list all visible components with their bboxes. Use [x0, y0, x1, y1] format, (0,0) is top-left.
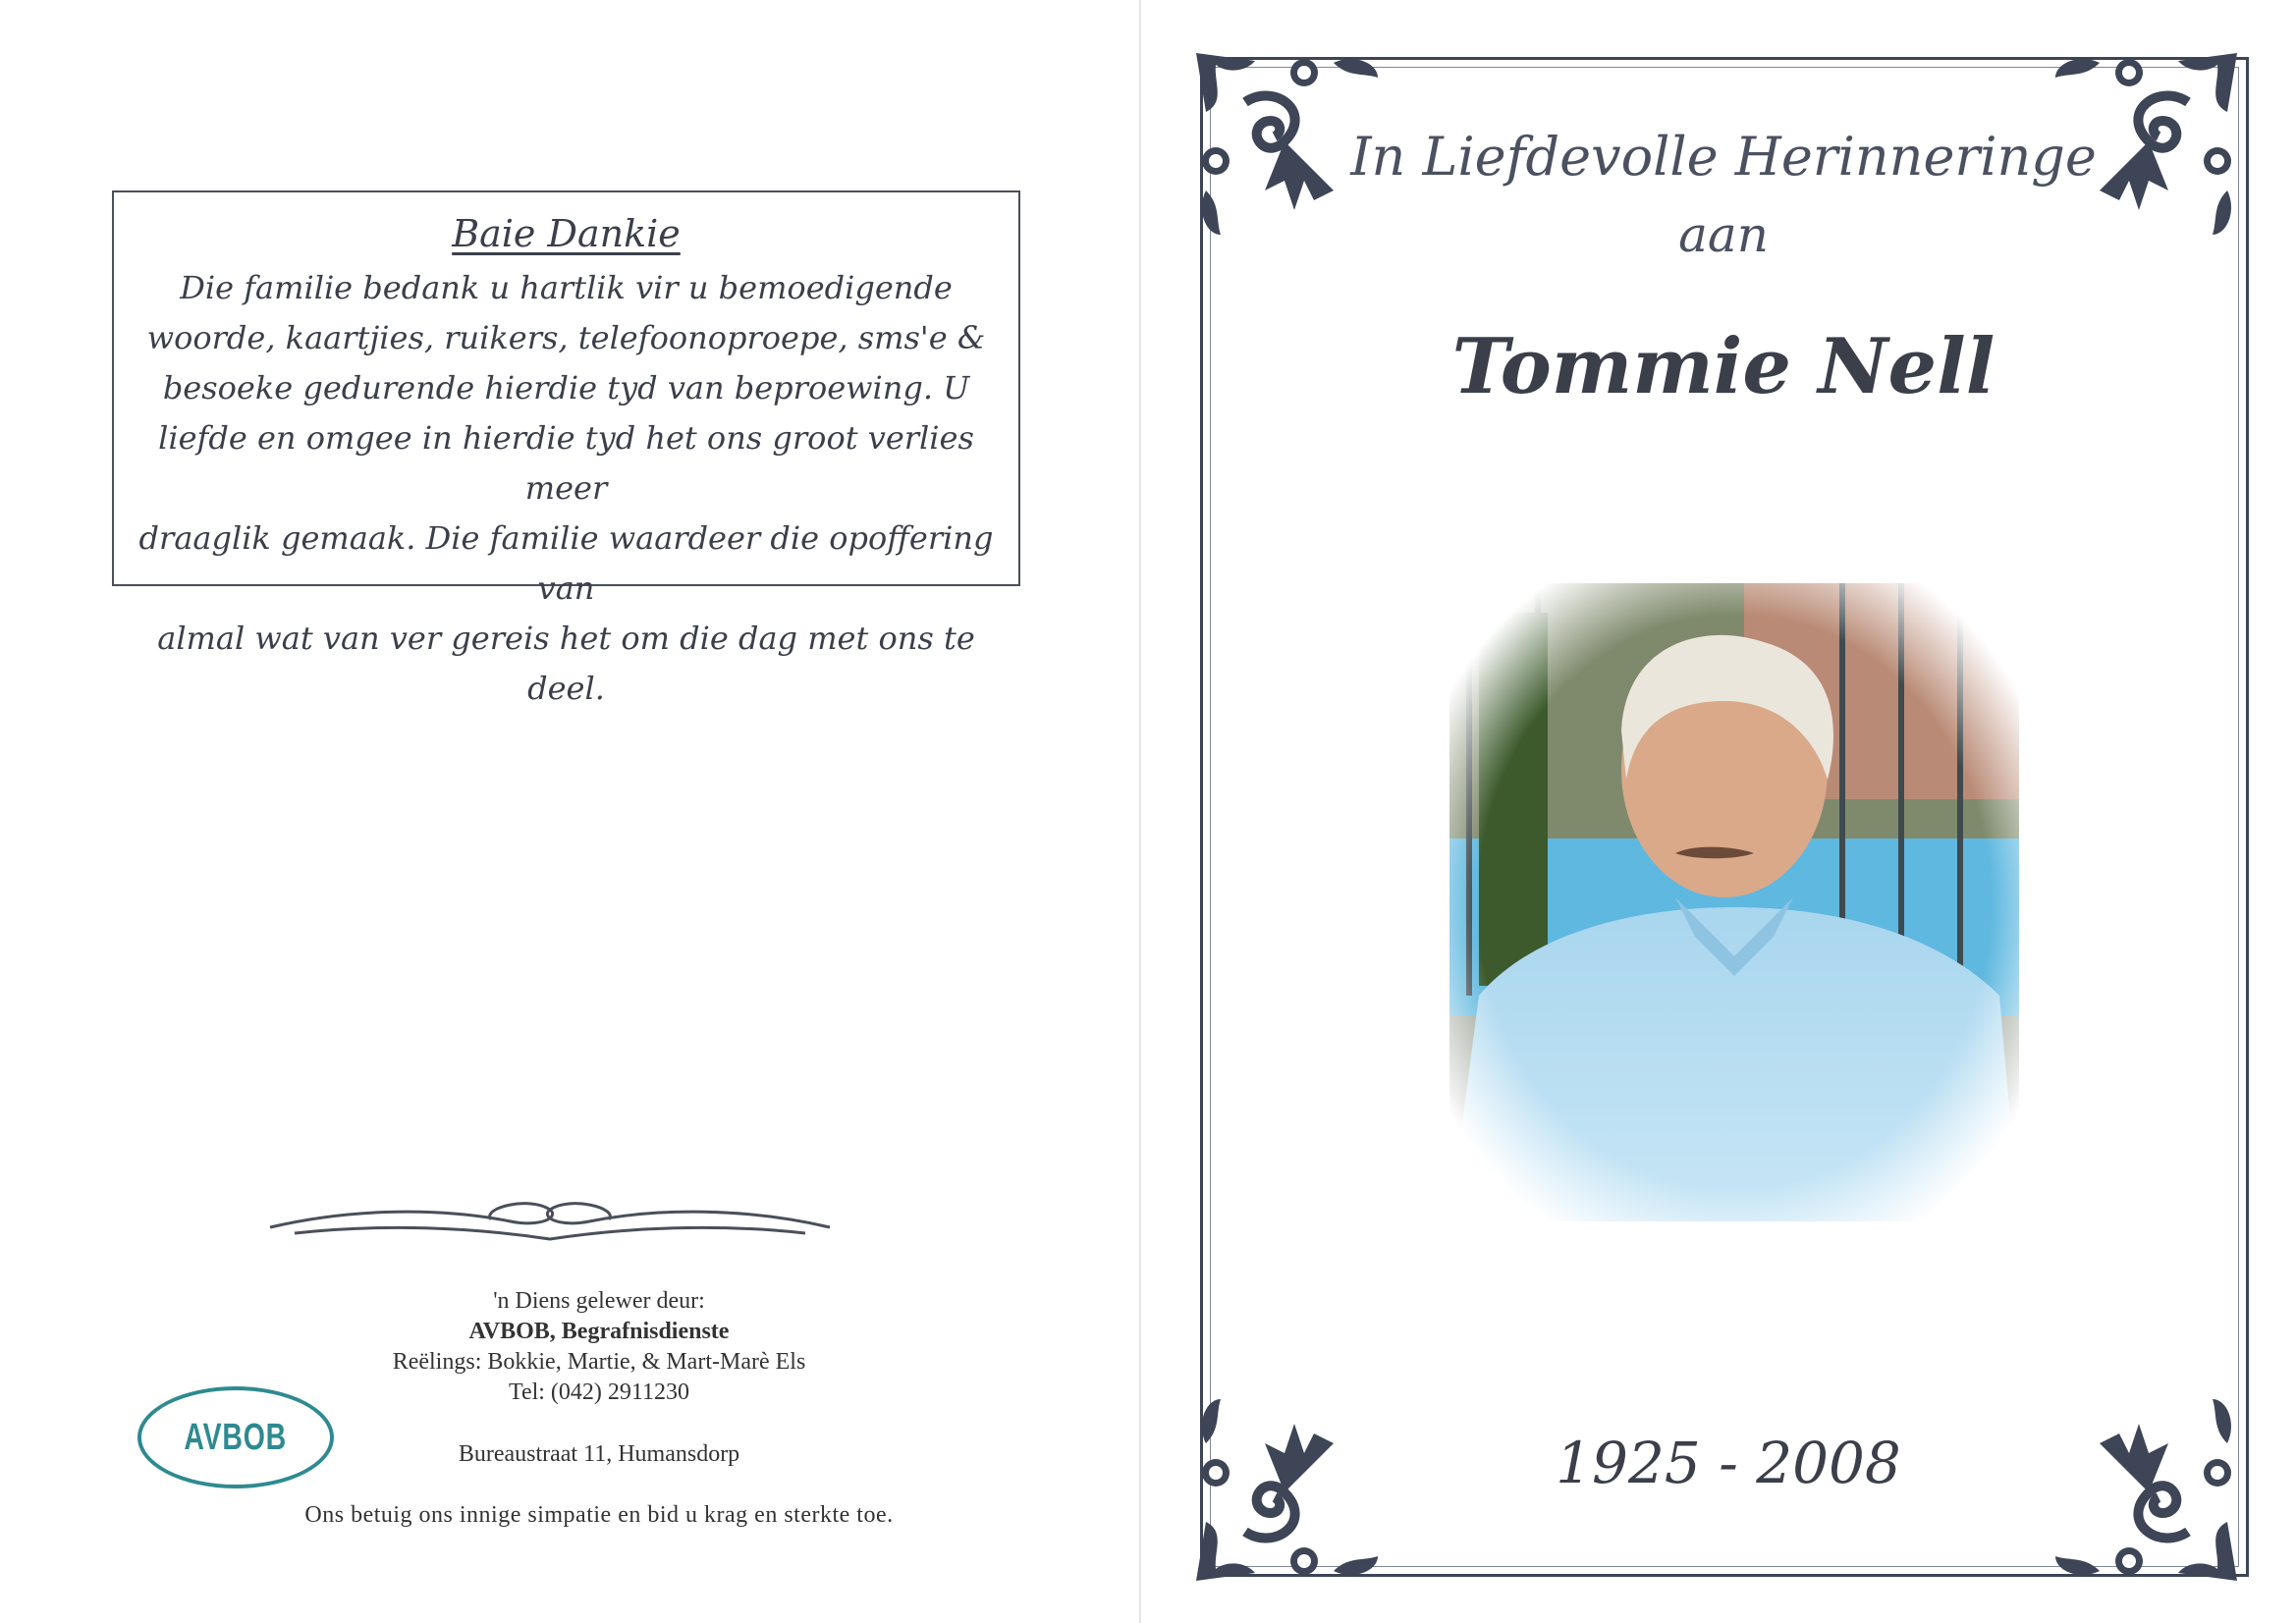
- thanks-line: Die familie bedank u hartlik vir u bemoedigende: [180, 269, 953, 306]
- thanks-box: [112, 190, 1020, 707]
- service-info: [324, 1286, 874, 1408]
- thanks-line: draaglik gemaak. Die familie waardeer die opoffering van: [138, 519, 994, 607]
- thanks-line: almal wat van ver gereis het om die dag met ons te deel.: [157, 620, 975, 707]
- avbob-logo: [137, 1386, 334, 1488]
- ornament-corner-icon: [1186, 1384, 1393, 1591]
- page-fold: [1139, 0, 1141, 1623]
- thanks-line: besoeke gedurende hierdie tyd van beproewing. U: [162, 369, 970, 406]
- ornament-corner-icon: [2041, 1384, 2247, 1591]
- thanks-message: [125, 263, 1009, 714]
- service-address: Bureaustraat 11, Humansdorp: [458, 1441, 740, 1467]
- deceased-name: Tommie Nell: [1451, 322, 1995, 411]
- thanks-line: woorde, kaartjies, ruikers, telefoonoproepe, sms'e &: [146, 319, 986, 356]
- condolence-message: Ons betuig ons innige simpatie en bid u krag en sterkte toe.: [304, 1502, 894, 1528]
- service-intro: 'n Diens gelewer deur:: [493, 1288, 705, 1314]
- portrait-photo: [1449, 583, 2019, 1221]
- life-years: 1925 - 2008: [1556, 1430, 1901, 1496]
- cover-subheading: aan: [1678, 206, 1769, 263]
- avbob-logo-text: AVBOB: [184, 1416, 288, 1458]
- flourish-divider-icon: [265, 1188, 835, 1247]
- service-arrangements: Reëlings: Bokkie, Martie, & Mart-Marè Els: [392, 1349, 806, 1375]
- thanks-line: liefde en omgee in hierdie tyd het ons groot verlies meer: [158, 419, 974, 507]
- service-company: AVBOB, Begrafnisdienste: [468, 1319, 730, 1344]
- service-tel: Tel: (042) 2911230: [508, 1380, 690, 1405]
- cover-heading: In Liefdevolle Herinneringe: [1350, 126, 2097, 188]
- thanks-title: Baie Dankie: [452, 212, 681, 255]
